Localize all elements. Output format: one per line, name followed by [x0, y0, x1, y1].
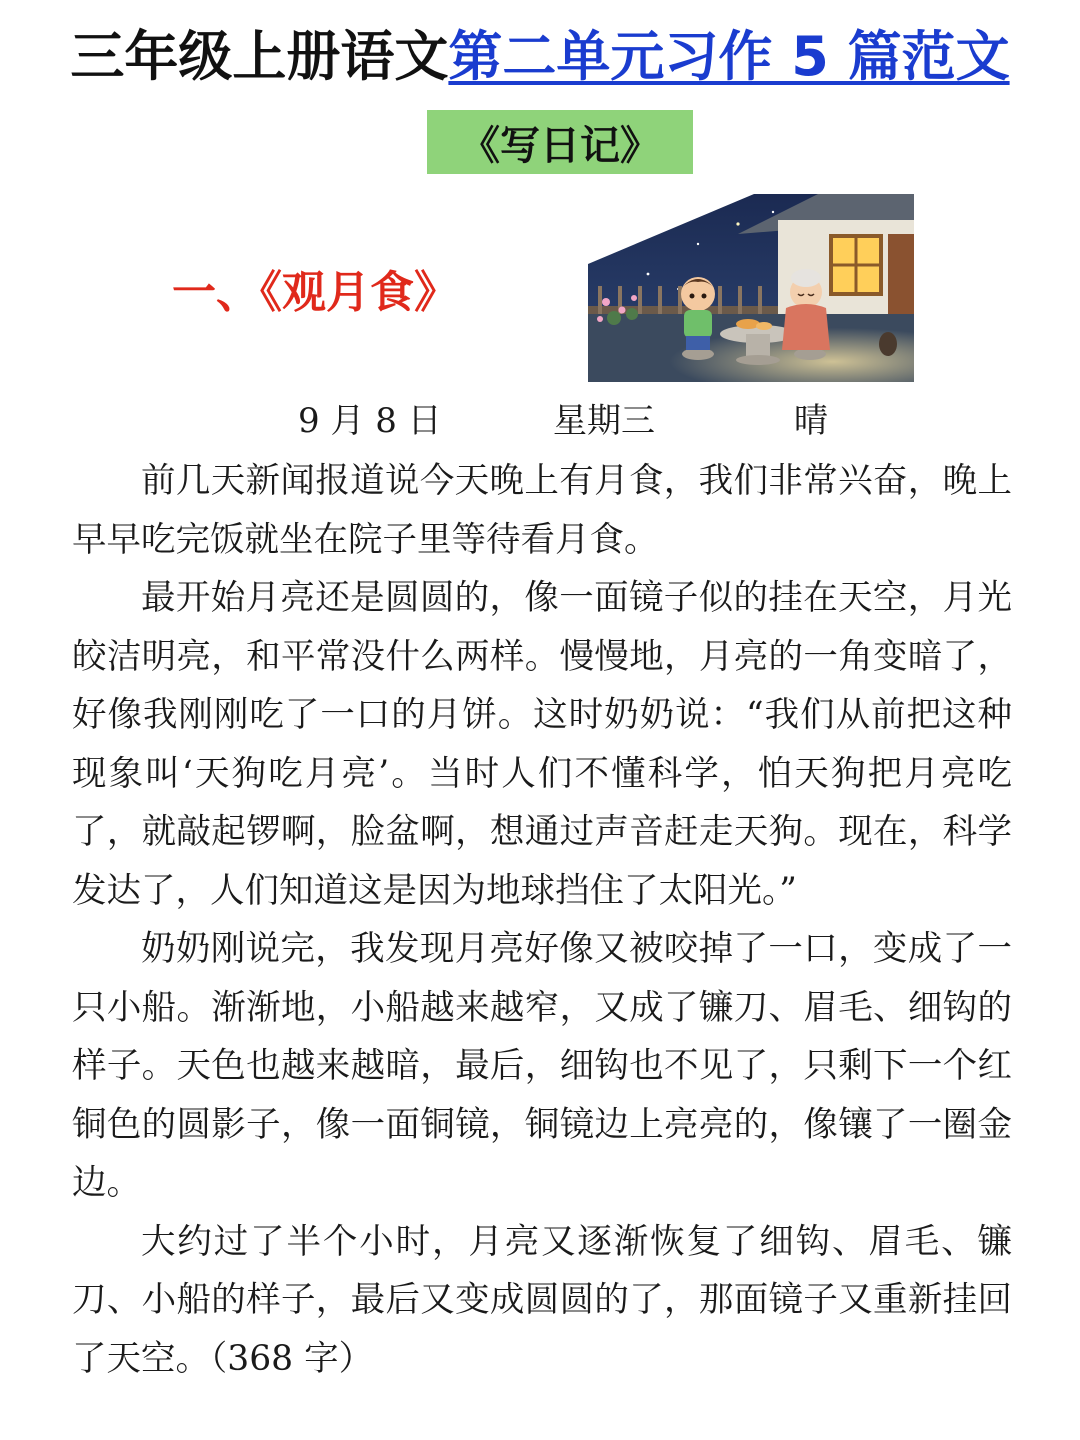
- subtitle-banner: [427, 110, 693, 174]
- title-unit-link: 第二单元习作 5 篇范文: [448, 25, 1010, 88]
- essay-paragraph: 奶奶刚说完，我发现月亮好像又被咬掉了一口，变成了一只小船。渐渐地，小船越来越窄，又成了镰刀、眉毛、细钩的样子。天色也越来越暗，最后，细钩也不见了，只剩下一个红铜色的圆影子，像一面铜镜，铜镜边上亮亮的，像镶了一圈金边。: [72, 929, 1012, 1203]
- night-courtyard-illustration: [588, 194, 914, 382]
- diary-weather: 晴: [794, 401, 828, 441]
- essay-paragraph: 大约过了半个小时，月亮又逐渐恢复了细钩、眉毛、镰刀、小船的样子，最后又变成圆圆的了，那面镜子又重新挂回了天空。（368 字）: [72, 1221, 1012, 1379]
- essay-paragraph: 最开始月亮还是圆圆的，像一面镜子似的挂在天空，月光皎洁明亮，和平常没什么两样。慢慢地，月亮的一角变暗了，好像我刚刚吃了一口的月饼。这时奶奶说：“我们从前把这种现象叫‘天狗吃月亮’。当时人们不懂科学，怕天狗把月亮吃了，就敲起锣啊，脸盆啊，想通过声音赶走天狗。现在，科学发达了，人们知道这是因为地球挡住了太阳光。”: [72, 578, 1012, 911]
- section-heading: 一、《观月食》: [172, 267, 458, 318]
- page-title: [0, 22, 1080, 92]
- subtitle-text: 《写日记》: [460, 122, 660, 169]
- title-grade-subject: 三年级上册语文: [70, 25, 449, 88]
- essay-body: [72, 452, 1012, 1388]
- diary-weekday: 星期三: [553, 401, 655, 441]
- essay-paragraph: 前几天新闻报道说今天晚上有月食，我们非常兴奋，晚上早早吃完饭就坐在院子里等待看月食。: [72, 461, 1012, 560]
- diary-date: 9 月 8 日: [298, 401, 442, 441]
